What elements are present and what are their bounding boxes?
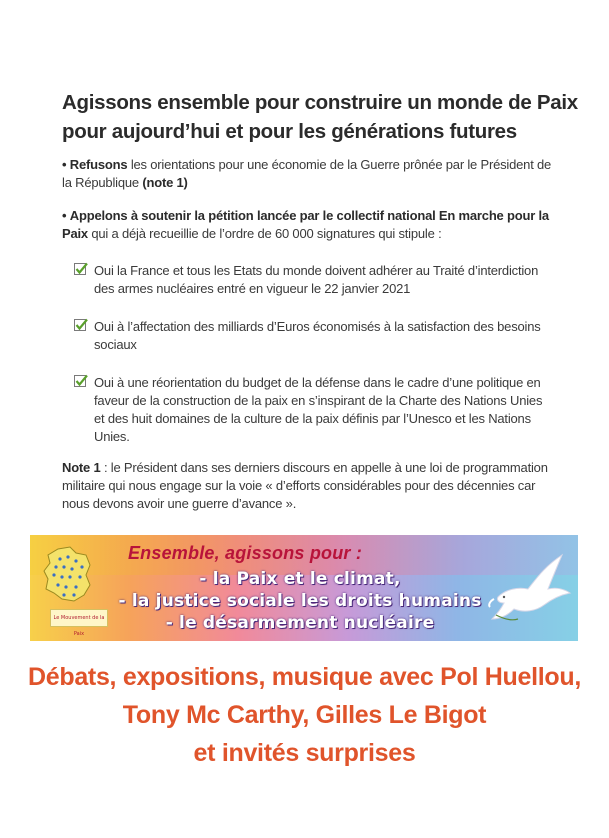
bullet: • <box>62 157 67 172</box>
refusons-strong: Refusons <box>69 157 128 172</box>
checklist-item <box>74 318 552 354</box>
footer-line-2: Tony Mc Carthy, Gilles Le Bigot <box>122 701 487 729</box>
footer-line-1: Débats, expositions, musique avec Pol Huellou, <box>27 663 581 691</box>
checkbox-checked-icon <box>74 262 88 276</box>
checkbox-checked-icon <box>74 374 88 388</box>
appelons-paragraph <box>62 207 552 243</box>
banner-line: - le désarmement nucléaire <box>165 613 435 633</box>
checklist-item <box>74 262 552 298</box>
note-text: : le Président dans ses derniers discours en appelle à une loi de programmation militaire qui nous engage sur la voie « d’efforts considérables pour des décennies car nous devons avoir une guerre d’avance ». <box>62 460 548 511</box>
logo-text: Le Mouvement de la Paix <box>53 615 105 637</box>
refusons-paragraph <box>62 156 552 192</box>
heading-line-2: pour aujourd’hui et pour les générations futures <box>62 120 517 143</box>
banner-title: Ensemble, agissons pour : <box>127 543 363 563</box>
checklist-item-text: Oui à l’affectation des milliards d’Euros économisés à la satisfaction des besoins sociaux <box>94 319 541 352</box>
event-banner <box>30 535 578 641</box>
checklist-item <box>74 374 552 446</box>
checklist-item-text: Oui la France et tous les Etats du monde doivent adhérer au Traité d’interdiction des armes nucléaires entré en vigueur le 22 janvier 2021 <box>94 263 539 296</box>
checklist-item-text: Oui à une réorientation du budget de la défense dans le cadre d’une politique en faveur de la construction de la paix en s’inspirant de la Charte des Nations Unies et des huit domaines de la culture de la paix définis par l’Unesco et les Nations Unies. <box>94 375 543 444</box>
appelons-strong: Appelons à soutenir la pétition lancée par le collectif national En marche pour la Paix <box>62 208 549 241</box>
bullet: • <box>62 208 67 223</box>
checkbox-checked-icon <box>74 318 88 332</box>
note-ref: (note 1) <box>142 175 188 190</box>
refusons-text: les orientations pour une économie de la Guerre prônée par le Président de la République <box>62 157 552 190</box>
note-paragraph <box>62 459 552 513</box>
footer-line-3: et invités surprises <box>193 739 416 767</box>
note-label: Note 1 <box>62 460 101 475</box>
banner-line: - la Paix et le climat, <box>199 569 401 589</box>
document-heading <box>62 88 578 146</box>
heading-line-1: Agissons ensemble pour construire un monde de Paix <box>62 91 578 114</box>
banner-line: - la justice sociale les droits humains <box>118 591 482 611</box>
dove-icon <box>484 549 572 631</box>
appelons-text: qui a déjà recueillie de l’ordre de 60 000 signatures qui stipule : <box>87 226 442 241</box>
